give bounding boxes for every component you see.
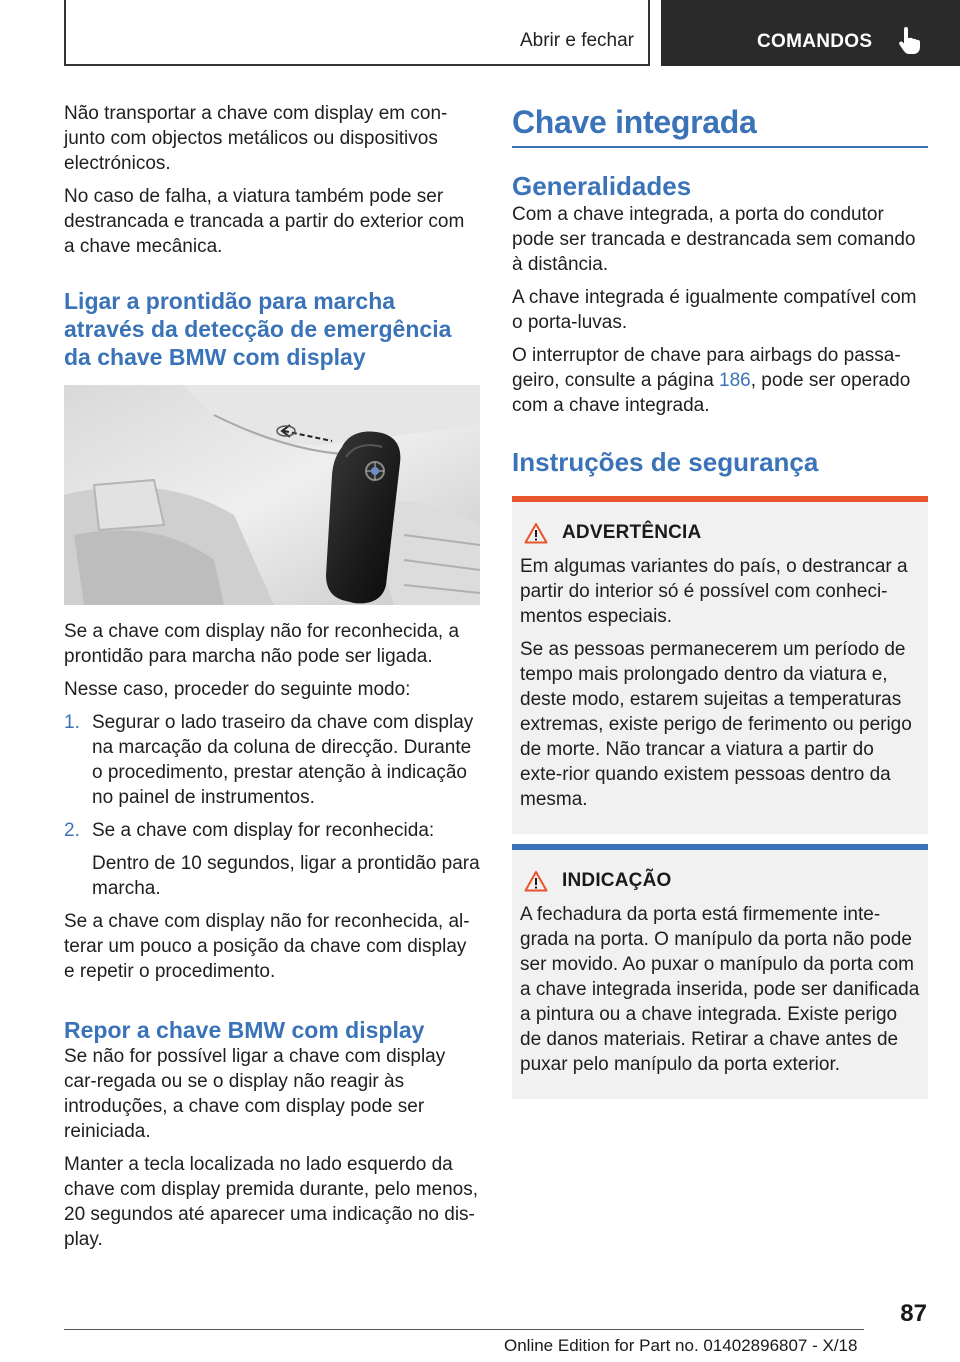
step-item bbox=[64, 710, 480, 810]
page-link-186[interactable]: 186 bbox=[719, 370, 751, 391]
reset-paragraph-1: Se não for possível ligar a chave com display car-regada ou se o display não reagir às introduções, a chave com display pode ser reiniciada. bbox=[64, 1046, 446, 1142]
warning-paragraph-2: Se as pessoas permanecerem um período de tempo mais prolongado dentro da viatura e, deste modo, estarem sujeitas a temperaturas extremas, existe perigo de ferimento ou perigo de morte. Não trancar a viatura a partir do exte-rior quando existem pessoas dentro da mesma. bbox=[520, 639, 912, 810]
header-chapter-title: COMANDOS bbox=[757, 31, 873, 52]
general-paragraph-3-text: O interruptor de chave para airbags do passa-geiro, consulte a página bbox=[512, 345, 901, 391]
key-on-steering-column-image bbox=[64, 385, 480, 605]
step-number: 1. bbox=[64, 712, 80, 733]
step-item bbox=[64, 818, 480, 843]
general-paragraph-3 bbox=[512, 343, 928, 418]
warning-triangle-icon bbox=[524, 522, 548, 544]
footer-edition-text: Online Edition for Part no. 01402896807 - X/18 bbox=[504, 1336, 858, 1355]
step-2-subtext: Dentro de 10 segundos, ligar a prontidão para marcha. bbox=[92, 853, 480, 899]
heading-general: Generalidades bbox=[512, 171, 692, 201]
page-number: 87 bbox=[900, 1300, 927, 1327]
step-number: 2. bbox=[64, 820, 80, 841]
general-paragraph-2: A chave integrada é igualmente compatível com o porta-luvas. bbox=[512, 287, 917, 333]
key-photo bbox=[64, 385, 480, 605]
warning-paragraph-1: Em algumas variantes do país, o destrancar a partir do interior só é possível com conheci-mentos especiais. bbox=[520, 556, 908, 627]
after-photo-paragraph-1: Se a chave com display não for reconhecida, a prontidão para marcha não pode ser ligada. bbox=[64, 621, 460, 667]
header-section-title: Abrir e fechar bbox=[519, 30, 634, 51]
intro-paragraph-1: Não transportar a chave com display em con-junto com objectos metálicos ou dispositivos electrónicos. bbox=[64, 103, 448, 174]
reset-paragraph-2: Manter a tecla localizada no lado esquerdo da chave com display premida durante, pelo menos, 20 segundos até aparecer uma indicação no dis-play. bbox=[64, 1154, 479, 1250]
warning-box-bar bbox=[512, 496, 928, 502]
note-box-title: INDICAÇÃO bbox=[562, 870, 672, 891]
general-paragraph-3-text-end: , pode ser operado com a chave integrada. bbox=[512, 370, 911, 416]
heading-reset-key: Repor a chave BMW com display bbox=[64, 1017, 425, 1043]
step-text: Se a chave com display for reconhecida: bbox=[92, 820, 435, 841]
after-photo-paragraph-2: Nesse caso, proceder do seguinte modo: bbox=[64, 679, 411, 700]
warning-box-title: ADVERTÊNCIA bbox=[562, 522, 702, 543]
note-box-bar bbox=[512, 844, 928, 850]
after-steps-paragraph: Se a chave com display não for reconhecida, al-terar um pouco a posição da chave com display e repetir o procedimento. bbox=[64, 911, 470, 982]
intro-paragraph-2: No caso de falha, a viatura também pode ser destrancada e trancada a partir do exterior com a chave mecânica. bbox=[64, 186, 465, 257]
procedure-steps bbox=[64, 710, 480, 843]
heading-emergency-detection: Ligar a prontidão para marcha através da detecção de emergência da chave BMW com display bbox=[64, 288, 452, 370]
footer-rule bbox=[64, 1329, 864, 1330]
warning-box bbox=[512, 496, 928, 834]
note-paragraph-1: A fechadura da porta está firmemente inte-grada na porta. O manípulo da porta não pode ser movido. Ao puxar o manípulo da porta com a chave integrada inserida, pode ser danificada a pintura ou a chave integrada. Existe perigo de danos materiais. Retirar a chave antes de puxar pelo manípulo da porta exterior. bbox=[520, 904, 920, 1075]
step-text: Segurar o lado traseiro da chave com display na marcação da coluna de direcção. Durante o procedimento, prestar atenção à indicação no painel de instrumentos. bbox=[92, 712, 474, 808]
left-column bbox=[64, 0, 480, 1260]
right-column bbox=[512, 0, 928, 1099]
warning-box-header bbox=[520, 522, 920, 544]
note-box-header bbox=[520, 870, 920, 892]
note-box bbox=[512, 844, 928, 1099]
heading-integrated-key: Chave integrada bbox=[512, 104, 757, 140]
general-paragraph-1: Com a chave integrada, a porta do condutor pode ser trancada e destrancada sem comando à distância. bbox=[512, 204, 916, 275]
heading-safety-instructions: Instruções de segurança bbox=[512, 447, 819, 477]
note-triangle-icon bbox=[524, 870, 548, 892]
